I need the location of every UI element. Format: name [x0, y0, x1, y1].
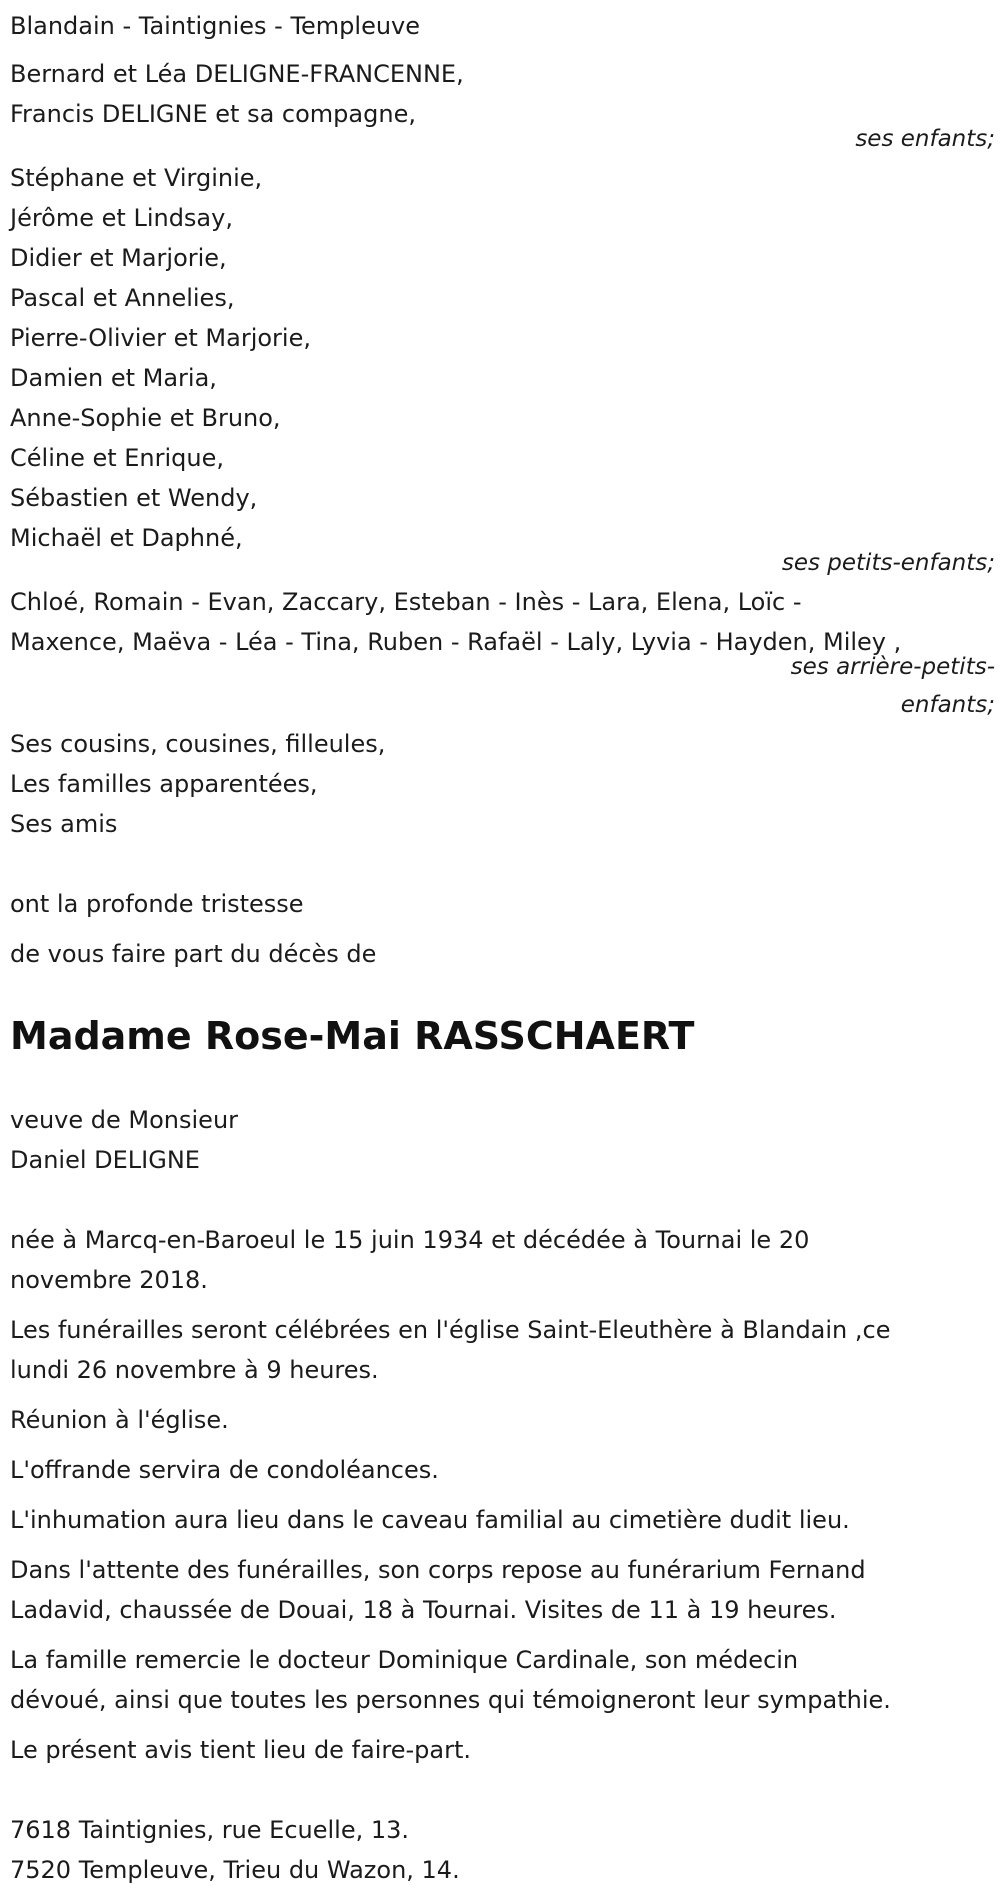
widow-line-2: Daniel DELIGNE — [10, 1146, 200, 1174]
burial-line: L'inhumation aura lieu dans le caveau familial au cimetière dudit lieu. — [10, 1506, 850, 1534]
birth-death-line-2: novembre 2018. — [10, 1266, 208, 1294]
announcement-line-1: ont la profonde tristesse — [10, 890, 304, 918]
locations-header: Blandain - Taintignies - Templeuve — [10, 12, 421, 40]
great-grandchildren-line-1: Chloé, Romain - Evan, Zaccary, Esteban - Inès - Lara, Elena, Loïc - — [10, 588, 802, 616]
grandchild-line: Stéphane et Virginie, — [10, 164, 263, 192]
grandchild-line: Michaël et Daphné, — [10, 524, 243, 552]
announcement-line-2: de vous faire part du décès de — [10, 940, 377, 968]
relatives-line-1: Ses cousins, cousines, filleules, — [10, 730, 386, 758]
viewing-line-1: Dans l'attente des funérailles, son corps repose au funérarium Fernand — [10, 1556, 866, 1584]
notice-line: Le présent avis tient lieu de faire-part. — [10, 1736, 472, 1764]
grandchild-line: Pierre-Olivier et Marjorie, — [10, 324, 311, 352]
great-grandchildren-role-2: enfants; — [900, 692, 995, 718]
children-line-2: Francis DELIGNE et sa compagne, — [10, 100, 416, 128]
thanks-line-2: dévoué, ainsi que toutes les personnes qui témoigneront leur sympathie. — [10, 1686, 891, 1714]
relatives-line-2: Les familles apparentées, — [10, 770, 318, 798]
great-grandchildren-line-2: Maxence, Maëva - Léa - Tina, Ruben - Rafaël - Laly, Lyvia - Hayden, Miley , — [10, 628, 902, 656]
thanks-line-1: La famille remercie le docteur Dominique Cardinale, son médecin — [10, 1646, 799, 1674]
deceased-name: Madame Rose-Mai RASSCHAERT — [10, 1014, 695, 1058]
widow-line-1: veuve de Monsieur — [10, 1106, 239, 1134]
address-line-1: 7618 Taintignies, rue Ecuelle, 13. — [10, 1816, 410, 1844]
meeting-line: Réunion à l'église. — [10, 1406, 229, 1434]
address-line-2: 7520 Templeuve, Trieu du Wazon, 14. — [10, 1856, 460, 1884]
grandchildren-role: ses petits-enfants; — [781, 550, 995, 576]
grandchild-line: Céline et Enrique, — [10, 444, 225, 472]
birth-death-line-1: née à Marcq-en-Baroeul le 15 juin 1934 et décédée à Tournai le 20 — [10, 1226, 810, 1254]
children-line-1: Bernard et Léa DELIGNE-FRANCENNE, — [10, 60, 464, 88]
children-role: ses enfants; — [855, 126, 995, 152]
funeral-line-2: lundi 26 novembre à 9 heures. — [10, 1356, 379, 1384]
relatives-line-3: Ses amis — [10, 810, 118, 838]
grandchild-line: Jérôme et Lindsay, — [10, 204, 233, 232]
grandchild-line: Damien et Maria, — [10, 364, 217, 392]
grandchild-line: Sébastien et Wendy, — [10, 484, 258, 512]
grandchild-line: Didier et Marjorie, — [10, 244, 227, 272]
viewing-line-2: Ladavid, chaussée de Douai, 18 à Tournai. Visites de 11 à 19 heures. — [10, 1596, 837, 1624]
grandchild-line: Pascal et Annelies, — [10, 284, 235, 312]
great-grandchildren-role-1: ses arrière-petits- — [790, 654, 995, 680]
offering-line: L'offrande servira de condoléances. — [10, 1456, 439, 1484]
funeral-line-1: Les funérailles seront célébrées en l'église Saint-Eleuthère à Blandain ,ce — [10, 1316, 891, 1344]
grandchild-line: Anne-Sophie et Bruno, — [10, 404, 281, 432]
